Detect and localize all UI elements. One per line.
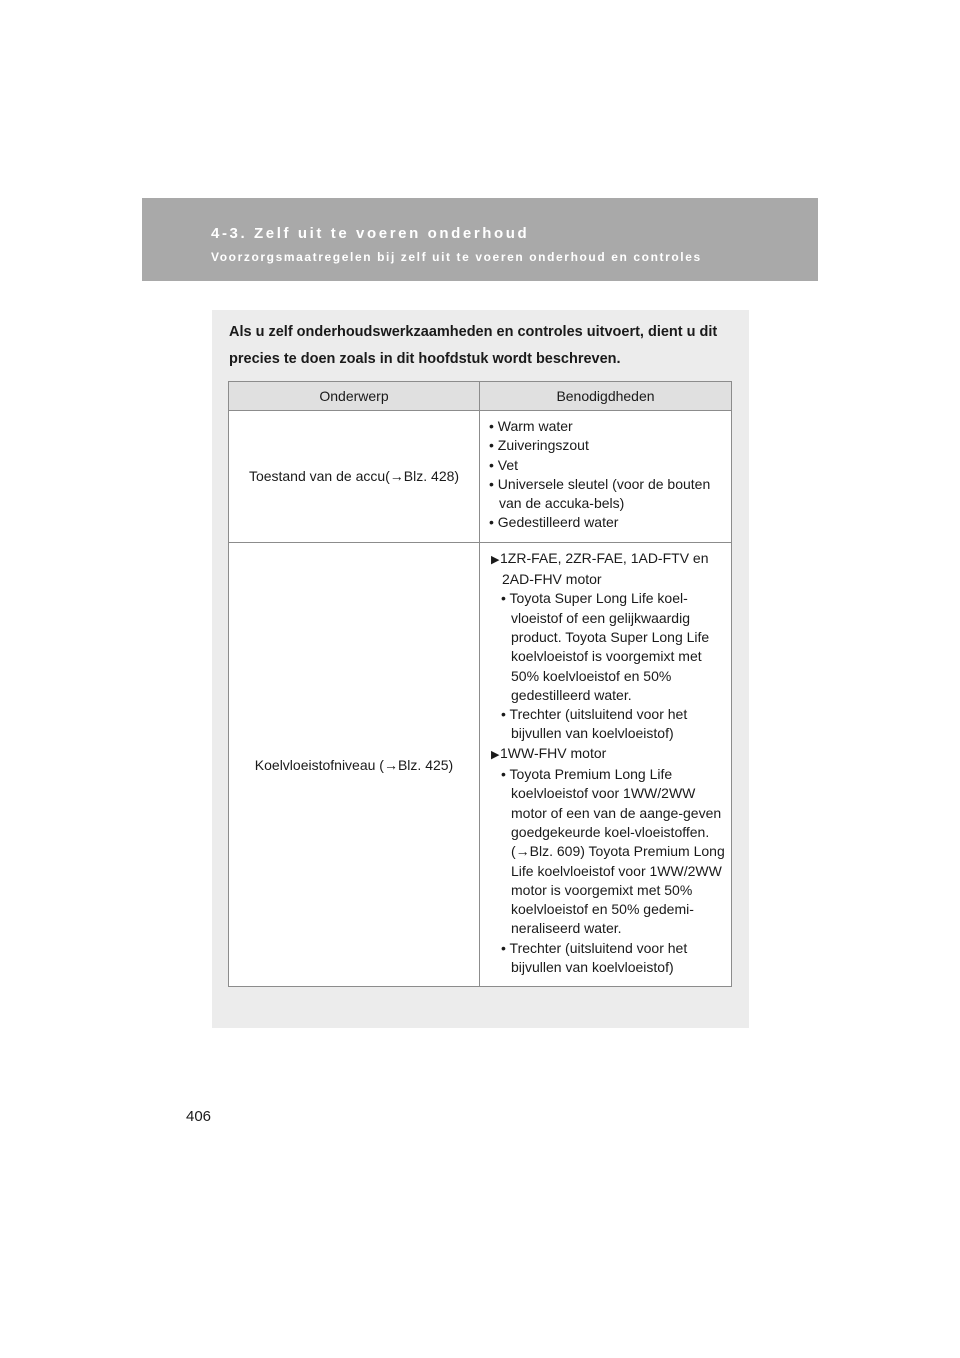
engine-group-title: [491, 549, 725, 590]
row-supplies: [480, 542, 732, 987]
table-row: [229, 411, 732, 543]
triangle-right-icon: ▶: [491, 748, 500, 761]
intro-text: Als u zelf onderhoudswerkzaamheden en controles uitvoert, dient u dit precies te doen zoals in dit hoofdstuk wordt beschreven.: [229, 324, 718, 367]
triangle-right-icon: ▶: [491, 553, 500, 566]
group-title-text: 1WW-FHV motor: [500, 744, 607, 761]
engine-group-title: [491, 744, 725, 765]
page-number: 406: [186, 1108, 212, 1125]
list-item: • Universele sleutel (voor de bouten van de accuka-bels): [489, 475, 711, 512]
list-item: • Trechter (uitsluitend voor het bijvullen van koelvloeistof): [501, 706, 688, 742]
list-item: • Zuiveringszout: [489, 437, 589, 454]
list-item: • Trechter (uitsluitend voor het bijvullen van koelvloeistof): [501, 939, 688, 976]
section-subtitle: Voorzorgsmaatregelen bij zelf uit te voeren onderhoud en controles: [211, 250, 702, 264]
list-item: • Toyota Super Long Life koel-vloeistof of een gelijkwaardig product. Toyota Super Long Life koelvloeistof is voorgemixt met 50% koelvloeistof en 50% gedestilleerd water.: [501, 590, 710, 703]
row-subject-text: Toestand van de accu(→Blz. 428): [248, 468, 460, 485]
list-item: • Vet: [489, 456, 519, 473]
row-subject-text: Koelvloeistofniveau (→Blz. 425): [254, 756, 454, 773]
list-item: • Warm water: [489, 418, 573, 434]
maintenance-table: [228, 381, 732, 987]
table-row: [229, 542, 732, 987]
section-header: [142, 198, 818, 281]
table-header-row: [229, 382, 732, 411]
list-item: • Gedestilleerd water: [489, 514, 619, 531]
row-supplies: [480, 411, 732, 543]
group-title-text: 1ZR-FAE, 2ZR-FAE, 1AD-FTV en 2AD-FHV motor: [500, 549, 709, 588]
list-item: • Toyota Premium Long Life koelvloeistof voor 1WW/2WW motor of een van de aange-geven goedgekeurde koel-vloeistoffen. (→Blz. 609) Toyota Premium Long Life koelvloeistof voor 1WW/2WW motor is voorgemixt met 50% koelvloeistof en 50% gedemi-neraliseerd water.: [501, 766, 725, 937]
section-title: 4-3. Zelf uit te voeren onderhoud: [211, 225, 530, 242]
content-box: [212, 310, 749, 1028]
column-header-subject: Onderwerp: [229, 382, 480, 411]
column-header-supplies: Benodigdheden: [480, 382, 732, 411]
row-subject: [229, 411, 480, 543]
row-subject: [229, 542, 480, 987]
